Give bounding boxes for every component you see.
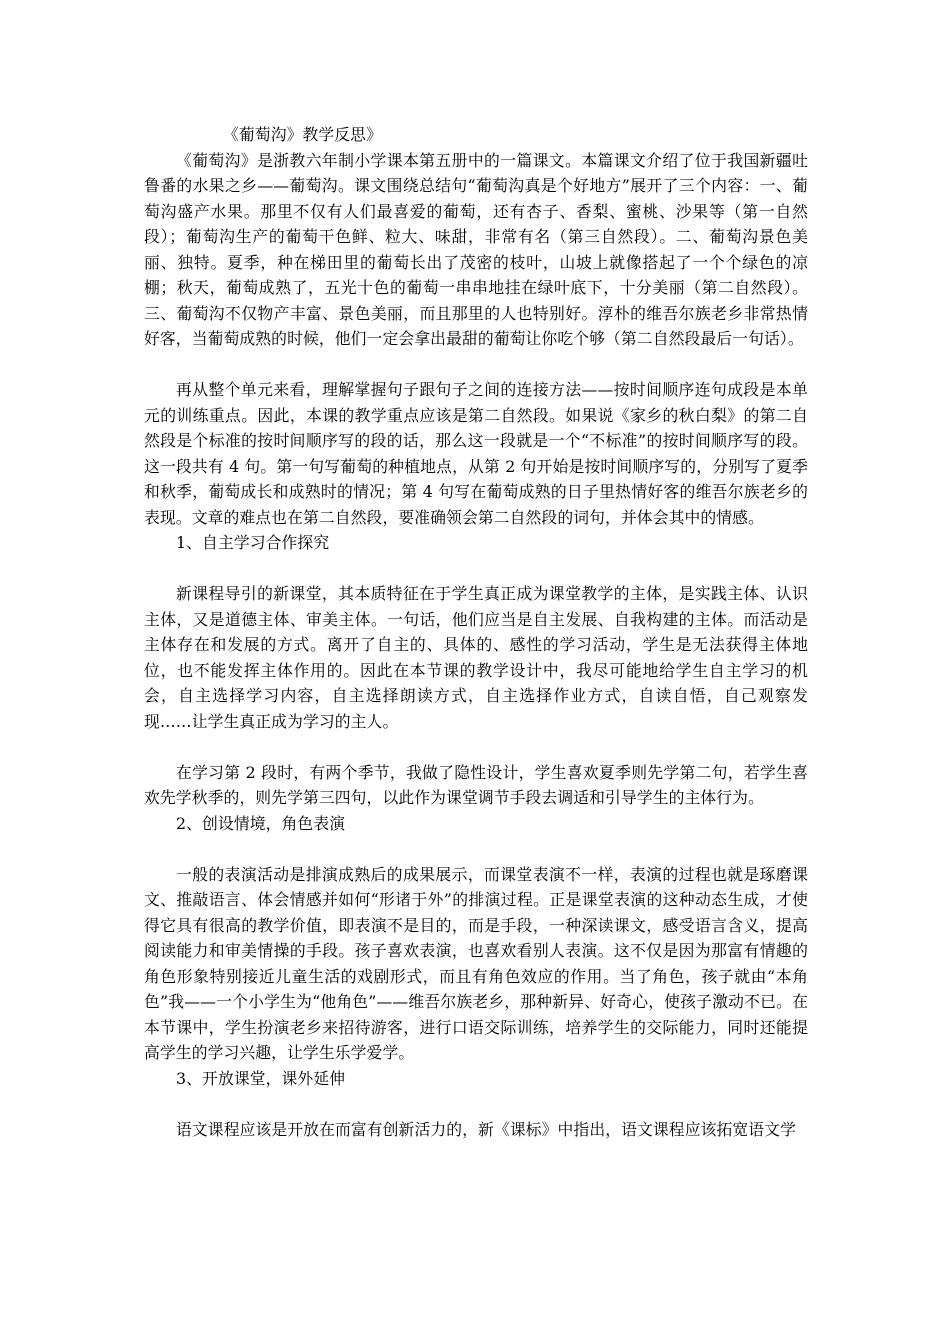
- document-body: [144, 122, 808, 1142]
- document-title: 《葡萄沟》教学反思》: [223, 125, 382, 144]
- section-heading-2: 2、创设情境，角色表演: [176, 813, 346, 833]
- section-heading-3: 3、开放课堂，课外延伸: [176, 1068, 346, 1088]
- paragraph-autonomous-learning: 新课程导引的新课堂，其本质特征在于学生真正成为课堂教学的主体，是实践主体、认识主体，又是道德主体、审美主体。一句话，他们应当是自主发展、自我构建的主体。而活动是主体存在和发展的方式。离开了自主的、具体的、感性的学习活动，学生是无法获得主体地位，也不能发挥主体作用的。因此在本节课的教学设计中，我尽可能地给学生自主学习的机会，自主选择学习内容，自主选择朗读方式，自主选择作业方式，自读自悟，自己观察发现……让学生真正成为学习的主人。: [144, 584, 808, 731]
- paragraph-open-classroom: 语文课程应该是开放在而富有创新活力的，新《课标》中指出，语文课程应该拓宽语文学: [176, 1119, 796, 1139]
- paragraph-role-play: 一般的表演活动是排演成熟后的成果展示，而课堂表演不一样，表演的过程也就是琢磨课文、推敲语言、体会情感并如何“形诸于外”的排演过程。正是课堂表演的这种动态生成，才使得它具有很高的教学价值，即表演不是目的，而是手段，一种深读课文，感受语言含义，提高阅读能力和审美情操的手段。孩子喜欢表演，也喜欢看别人表演。这不仅是因为那富有情趣的角色形象特别接近儿童生活的戏剧形式，而且有角色效应的作用。当了角色，孩子就由“本角色”我——一个小学生为“他角色”——维吾尔族老乡，那种新异、好奇心，使孩子激动不已。在本节课中，学生扮演老乡来招待游客，进行口语交际训练，培养学生的交际能力，同时还能提高学生的学习兴趣，让学生乐学爱学。: [144, 864, 808, 1062]
- paragraph-unit-focus: 再从整个单元来看，理解掌握句子跟句子之间的连接方法——按时间顺序连句成段是本单元的训练重点。因此，本课的教学重点应该是第二自然段。如果说《家乡的秋白梨》的第二自然段是个标准的按时间顺序写的段的话，那么这一段就是一个“不标准”的按时间顺序写的段。这一段共有 4 句。第一句写葡萄的种植地点，从第 2 句开始是按时间顺序写的，分别写了夏季和秋季，葡萄成长和成熟时的情况；第 4 句写在葡萄成熟的日子里热情好客的维吾尔族老乡的表现。文章的难点也在第二自然段，要准确领会第二自然段的词句，并体会其中的情感。: [144, 380, 808, 527]
- paragraph-intro: 《葡萄沟》是浙教六年制小学课本第五册中的一篇课文。本篇课文介绍了位于我国新疆吐鲁番的水果之乡——葡萄沟。课文围绕总结句“葡萄沟真是个好地方”展开了三个内容：一、葡萄沟盛产水果。那里不仅有人们最喜爱的葡萄，还有杏子、香梨、蜜桃、沙果等（第一自然段）；葡萄沟生产的葡萄干色鲜、粒大、味甜，非常有名（第三自然段）。二、葡萄沟景色美丽、独特。夏季，种在梯田里的葡萄长出了茂密的枝叶，山坡上就像搭起了一个个绿色的凉棚；秋天，葡萄成熟了，五光十色的葡萄一串串地挂在绿叶底下，十分美丽（第二自然段）。三、葡萄沟不仅物产丰富、景色美丽，而且那里的人也特别好。淳朴的维吾尔族老乡非常热情好客，当葡萄成熟的时候，他们一定会拿出最甜的葡萄让你吃个够（第二自然段最后一句话）。: [144, 150, 808, 348]
- section-heading-1: 1、自主学习合作探究: [176, 533, 330, 552]
- paragraph-hidden-design: 在学习第 2 段时，有两个季节，我做了隐性设计，学生喜欢夏季则先学第二句，若学生喜欢先学秋季的，则先学第三四句，以此作为课堂调节手段去调适和引导学生的主体行为。: [144, 762, 808, 807]
